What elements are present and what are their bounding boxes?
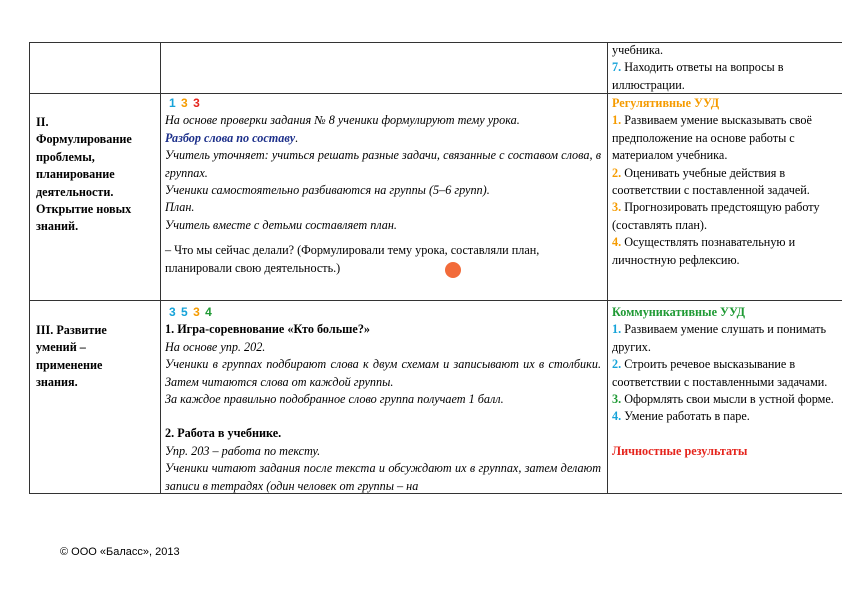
stage-line: III. Развитие	[36, 323, 107, 337]
uud-item-text: Строить речевое высказывание в соответствии с поставленными задачами.	[612, 357, 828, 389]
item-number: 2.	[612, 357, 622, 372]
digit-marker: 1	[169, 96, 177, 110]
item-number: 3.	[612, 392, 622, 407]
activity-text: На основе проверки задания № 8 ученики формулируют тему урока.	[165, 113, 520, 128]
stage-line: Открытие новых	[36, 202, 132, 217]
uud-item-text: Развиваем умение высказывать своё предположение на основе работы с материалом учебника.	[612, 113, 812, 163]
row-divider-2	[29, 300, 842, 301]
stage-line: проблемы,	[36, 149, 95, 164]
col-divider-2	[607, 42, 608, 494]
stage-line: знания.	[36, 375, 78, 390]
uud-item	[612, 391, 834, 408]
col-divider-1	[160, 42, 161, 494]
dialog-text: – Что мы сейчас делали? (Формулировали тему урока, составляли план, планировали свою деятельность.)	[165, 243, 540, 275]
uud-item-text: Осуществлять познавательную и личностную рефлексию.	[612, 235, 796, 267]
uud-title: Коммуникативные УУД	[612, 305, 746, 319]
activity-text: Ученики самостоятельно разбиваются на группы (5–6 групп).	[165, 183, 490, 198]
activity-text: За каждое правильно подобранное слово группа получает 1 балл.	[165, 392, 504, 407]
stage-line: II.	[36, 115, 49, 129]
row0-item-text: Находить ответы на вопросы в	[624, 60, 784, 75]
row0-line: иллюстрации.	[612, 77, 685, 92]
digit-marker: 5	[181, 305, 189, 319]
stage-cell-2	[36, 114, 158, 236]
lesson-table	[29, 42, 842, 494]
personal-results-title: Личностные результаты	[612, 443, 748, 458]
activity-text: Ученики в группах подбирают слова к двум схемам и записывают их в столбики. Затем читаются слова от каждой группы.	[165, 357, 601, 389]
uud-item	[612, 408, 834, 425]
row0-uud-cell	[612, 42, 834, 94]
activity-text: Ученики читают задания после текста и обсуждают их в группах, затем делают записи в тетрадях (один человек от группы – на	[165, 461, 601, 493]
item-number: 4.	[612, 235, 622, 250]
uud-title: Регулятивные УУД	[612, 96, 720, 110]
stage-cell-3	[36, 322, 158, 392]
activity-cell-3	[165, 304, 601, 495]
item-number: 4.	[612, 409, 622, 424]
item-number: 1.	[612, 113, 622, 128]
uud-item	[612, 165, 834, 200]
digit-marker: 3	[193, 305, 201, 319]
uud-item	[612, 321, 834, 356]
activity-text: Учитель уточняет: учиться решать разные задачи, связанные с составом слова, в группах.	[165, 148, 601, 180]
digit-marker: 3	[169, 305, 177, 319]
col-border-left	[29, 42, 30, 494]
item-number: 1.	[612, 322, 622, 337]
activity-text: Учитель вместе с детьми составляет план.	[165, 217, 397, 232]
uud-item-text: Оформлять свои мысли в устной форме.	[624, 392, 834, 407]
row0-line: учебника.	[612, 43, 664, 57]
uud-cell-2	[612, 95, 834, 269]
stage-line: планирование	[36, 167, 115, 182]
uud-item-text: Развиваем умение слушать и понимать других.	[612, 322, 827, 354]
stage-line: применение	[36, 357, 103, 372]
topic-line: Разбор слова по составу.	[165, 130, 299, 145]
activity-cell-2	[165, 95, 601, 277]
uud-item-text: Умение работать в паре.	[624, 409, 750, 424]
activity-text: На основе упр. 202.	[165, 339, 266, 354]
row0-line	[612, 59, 834, 76]
uud-item	[612, 234, 834, 269]
uud-item	[612, 112, 834, 164]
activity-heading: 2. Работа в учебнике.	[165, 426, 282, 441]
digit-marker: 3	[193, 96, 201, 110]
stage-line: умений –	[36, 340, 86, 355]
stage-line: знаний.	[36, 219, 79, 234]
cursor-dot	[445, 262, 461, 278]
item-number: 7.	[612, 60, 622, 75]
activity-heading: 1. Игра-соревнование «Кто больше?»	[165, 322, 371, 337]
item-number: 2.	[612, 165, 622, 180]
uud-item	[612, 199, 834, 234]
uud-item	[612, 356, 834, 391]
uud-item-text: Оценивать учебные действия в соответствии с поставленной задачей.	[612, 165, 810, 198]
digit-markers	[165, 304, 601, 321]
activity-text: План.	[165, 200, 195, 215]
digit-markers	[165, 95, 601, 112]
item-number: 3.	[612, 200, 622, 215]
uud-cell-3	[612, 304, 834, 460]
digit-marker: 3	[181, 96, 189, 110]
digit-marker: 4	[205, 305, 213, 319]
lesson-topic: Разбор слова по составу	[165, 130, 296, 145]
stage-line: деятельности.	[36, 184, 114, 199]
stage-line: Формулирование	[36, 132, 132, 147]
copyright-footer: © ООО «Баласс», 2013	[60, 546, 180, 558]
activity-text: Упр. 203 – работа по тексту.	[165, 443, 321, 458]
uud-item-text: Прогнозировать предстоящую работу (составлять план).	[612, 200, 820, 232]
